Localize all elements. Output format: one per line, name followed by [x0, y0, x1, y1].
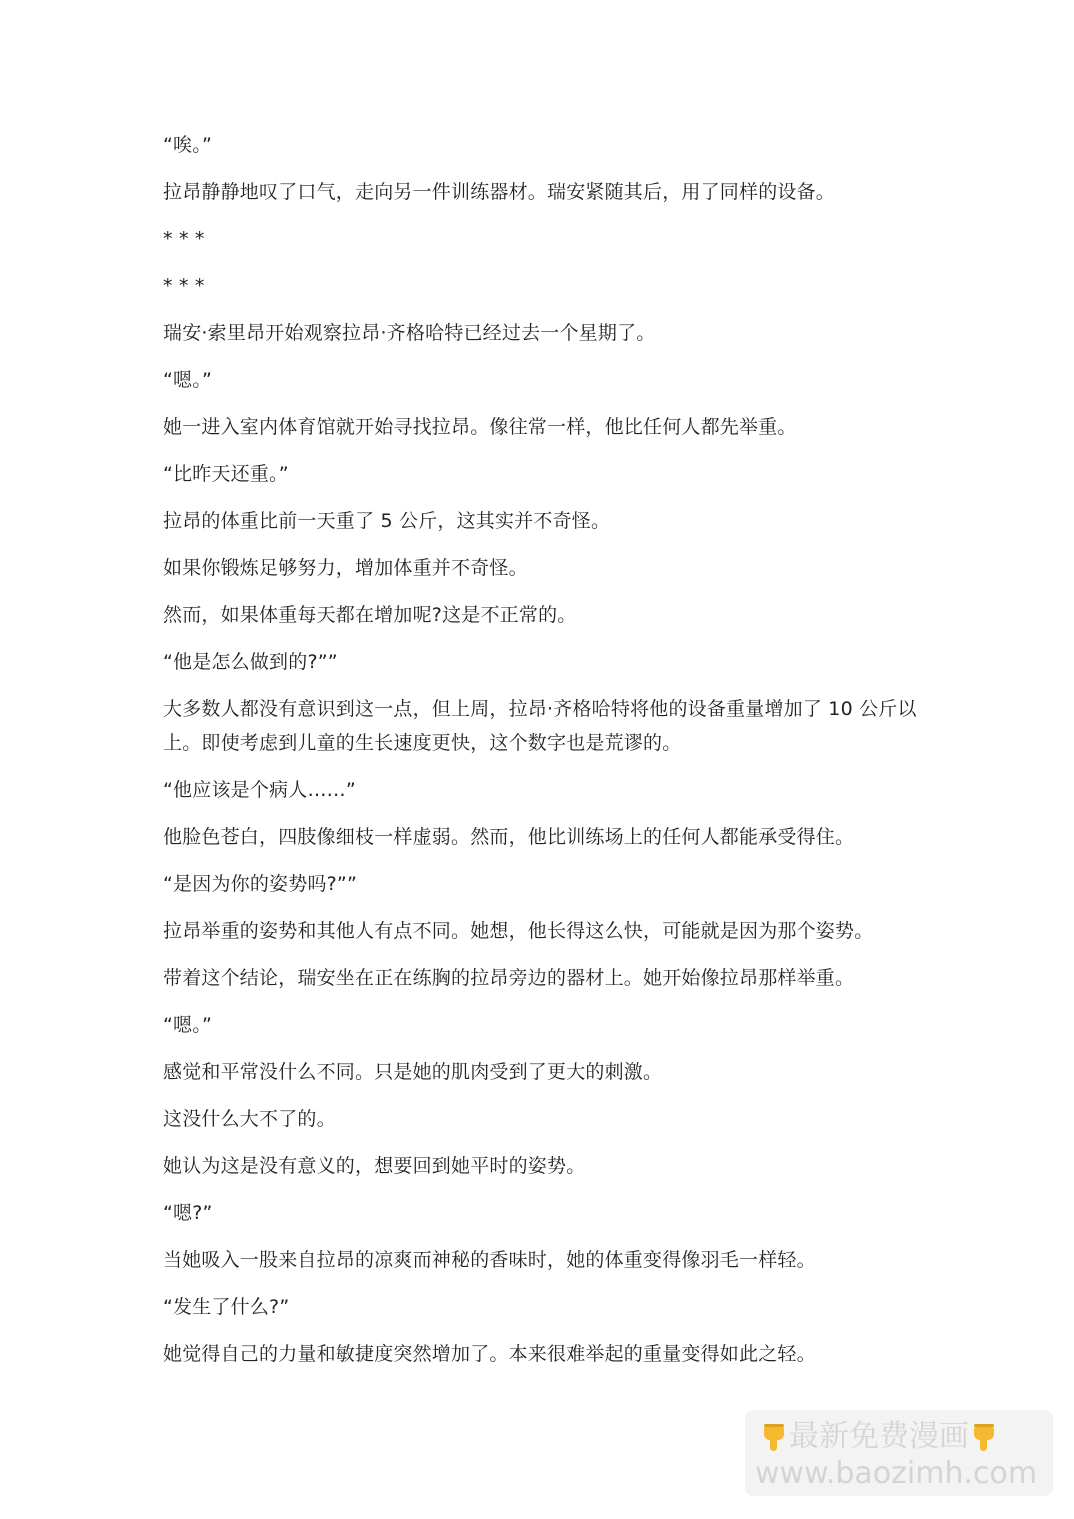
- paragraph-5: 瑞安·索里昂开始观察拉昂·齐格哈特已经过去一个星期了。: [163, 322, 656, 344]
- watermark-title-row: [759, 1418, 999, 1456]
- section-break-2: * * *: [163, 275, 205, 297]
- document-body: [163, 128, 923, 1384]
- paragraph-9: 拉昂的体重比前一天重了 5 公斤，这其实并不奇怪。: [163, 510, 611, 532]
- paragraph-8: “比昨天还重。”: [163, 463, 289, 485]
- paragraph-21: 这没什么大不了的。: [163, 1108, 336, 1130]
- paragraph-6: “嗯。”: [163, 369, 212, 391]
- watermark-title: 最新免费漫画: [789, 1419, 969, 1454]
- paragraph-22: 她认为这是没有意义的，想要回到她平时的姿势。: [163, 1155, 586, 1177]
- pointing-down-hand-icon: [971, 1422, 997, 1452]
- pointing-down-hand-icon: [761, 1422, 787, 1452]
- watermark-url[interactable]: www.baozimh.com: [755, 1456, 1038, 1491]
- paragraph-24: 当她吸入一股来自拉昂的凉爽而神秘的香味时，她的体重变得像羽毛一样轻。: [163, 1249, 816, 1271]
- section-break-1: * * *: [163, 228, 205, 250]
- paragraph-25: “发生了什么?”: [163, 1296, 290, 1318]
- paragraph-17: 拉昂举重的姿势和其他人有点不同。她想，他长得这么快，可能就是因为那个姿势。: [163, 920, 874, 942]
- paragraph-1: “唉。”: [163, 134, 212, 156]
- watermark-banner[interactable]: [745, 1410, 1053, 1496]
- paragraph-16: “是因为你的姿势吗?””: [163, 873, 358, 895]
- paragraph-26: 她觉得自己的力量和敏捷度突然增加了。本来很难举起的重量变得如此之轻。: [163, 1343, 816, 1365]
- paragraph-2: 拉昂静静地叹了口气，走向另一件训练器材。瑞安紧随其后，用了同样的设备。: [163, 181, 836, 203]
- paragraph-12: “他是怎么做到的?””: [163, 651, 338, 673]
- paragraph-13: 大多数人都没有意识到这一点，但上周，拉昂·齐格哈特将他的设备重量增加了 10 公斤以上。即使考虑到儿童的生长速度更快，这个数字也是荒谬的。: [163, 698, 917, 754]
- paragraph-10: 如果你锻炼足够努力，增加体重并不奇怪。: [163, 557, 528, 579]
- paragraph-19: “嗯。”: [163, 1014, 212, 1036]
- paragraph-14: “他应该是个病人……”: [163, 779, 356, 801]
- paragraph-23: “嗯?”: [163, 1202, 213, 1224]
- paragraph-15: 他脸色苍白，四肢像细枝一样虚弱。然而，他比训练场上的任何人都能承受得住。: [163, 826, 855, 848]
- paragraph-20: 感觉和平常没什么不同。只是她的肌肉受到了更大的刺激。: [163, 1061, 663, 1083]
- paragraph-7: 她一进入室内体育馆就开始寻找拉昂。像往常一样，他比任何人都先举重。: [163, 416, 797, 438]
- paragraph-11: 然而，如果体重每天都在增加呢?这是不正常的。: [163, 604, 577, 626]
- paragraph-18: 带着这个结论，瑞安坐在正在练胸的拉昂旁边的器材上。她开始像拉昂那样举重。: [163, 967, 855, 989]
